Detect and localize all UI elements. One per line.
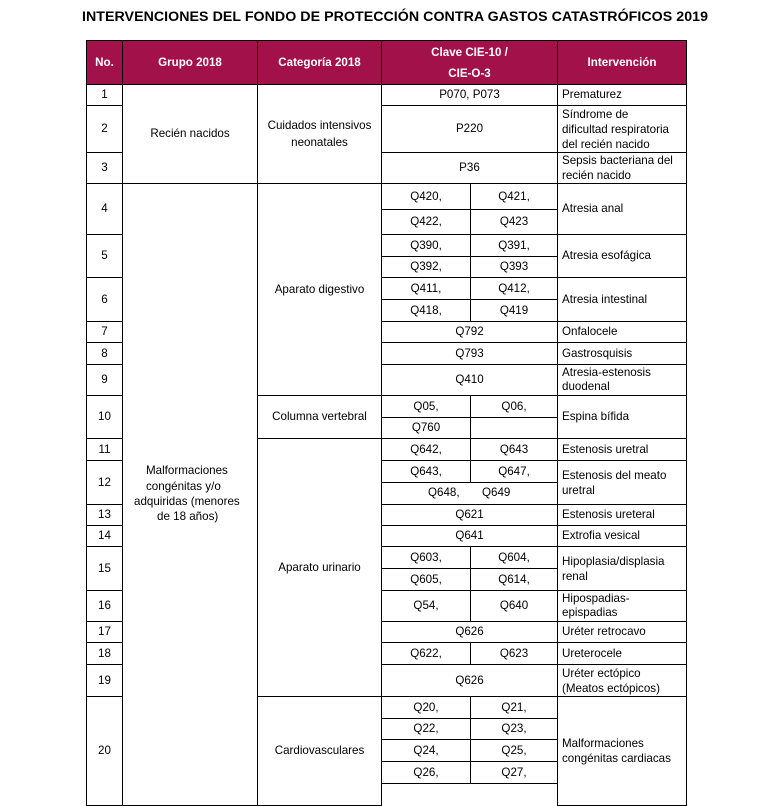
row-2-intervention-line2: dificultad respiratoria (562, 122, 669, 136)
row-16-code-1: Q54, (381, 590, 471, 622)
row-15-intervention-line1: Hipoplasia/displasia (562, 554, 665, 568)
header-no: No. (86, 40, 123, 85)
row-20-code-5: Q24, (381, 739, 471, 762)
row-16-intervention (557, 590, 687, 622)
row-20-code-6: Q25, (470, 739, 558, 762)
row-12-code-merged (381, 482, 558, 505)
row-11-code-2: Q643 (470, 438, 558, 461)
row-20-code-1: Q20, (381, 696, 471, 719)
category-cardiovasculares: Cardiovasculares (257, 696, 382, 806)
row-6-no: 6 (86, 277, 123, 322)
row-10-intervention: Espina bífida (557, 395, 687, 439)
row-16-intervention-line2: epispadias (562, 606, 618, 619)
page-title: INTERVENCIONES DEL FONDO DE PROTECCIÓN CONTRA GASTOS CATASTRÓFICOS 2019 (82, 9, 709, 25)
row-15-intervention (557, 546, 687, 591)
row-19-intervention-line1: Uréter ectópico (562, 666, 641, 680)
row-7-no: 7 (86, 321, 123, 343)
row-4-code-3: Q422, (381, 209, 471, 235)
row-15-no: 15 (86, 546, 123, 591)
row-2-no: 2 (86, 105, 123, 153)
row-4-code-2: Q421, (470, 183, 558, 210)
row-2-intervention-line3: del recién nacido (562, 137, 650, 151)
row-19-intervention (557, 664, 687, 697)
row-18-no: 18 (86, 642, 123, 665)
header-grupo: Grupo 2018 (122, 40, 258, 85)
row-10-code-1: Q05, (381, 395, 471, 418)
row-17-intervention: Uréter retrocavo (557, 621, 687, 643)
row-18-code-2: Q623 (470, 642, 558, 665)
header-intervencion: Intervención (557, 40, 687, 85)
row-15-code-4: Q614, (470, 568, 558, 591)
group-malformaciones-line3: adquiridas (menores (134, 495, 240, 508)
row-1-intervention: Prematurez (557, 84, 687, 106)
category-aparato-urinario: Aparato urinario (257, 438, 382, 697)
row-12-code-1: Q643, (381, 460, 471, 483)
row-1-code: P070, P073 (381, 84, 558, 106)
row-3-intervention-line1: Sepsis bacteriana del (562, 154, 673, 167)
row-4-no: 4 (86, 183, 123, 235)
row-19-intervention-line2: (Meatos ectópicos) (562, 681, 660, 695)
group-malformaciones-line2: congénitas y/o (146, 480, 221, 493)
row-7-code: Q792 (381, 321, 558, 343)
row-3-intervention-line2: recién nacido (562, 169, 631, 182)
header-clave-line1: Clave CIE-10 / (431, 45, 508, 59)
group-malformaciones-line1: Malformaciones (146, 464, 228, 477)
row-10-code-empty (470, 417, 558, 439)
row-18-intervention: Ureterocele (557, 642, 687, 665)
row-15-code-1: Q603, (381, 546, 471, 569)
row-11-intervention: Estenosis uretral (557, 438, 687, 461)
row-10-no: 10 (86, 395, 123, 439)
row-4-code-4: Q423 (470, 209, 558, 235)
row-20-code-8: Q27, (470, 761, 558, 784)
category-cuidados-line2: neonatales (291, 135, 348, 149)
row-6-code-1: Q411, (381, 277, 471, 300)
row-5-code-3: Q392, (381, 256, 471, 278)
row-17-no: 17 (86, 621, 123, 643)
row-6-intervention: Atresia intestinal (557, 277, 687, 322)
row-4-code-1: Q420, (381, 183, 471, 210)
row-18-code-1: Q622, (381, 642, 471, 665)
row-3-intervention (557, 152, 687, 184)
group-malformaciones (122, 183, 258, 806)
row-16-intervention-line1: Hipospadias- (562, 592, 630, 605)
row-19-code: Q626 (381, 664, 558, 697)
row-5-code-2: Q391, (470, 234, 558, 257)
row-16-no: 16 (86, 590, 123, 622)
row-2-code: P220 (381, 105, 558, 153)
row-12-intervention-line1: Estenosis del meato (562, 468, 667, 482)
row-8-code: Q793 (381, 342, 558, 365)
header-clave (381, 40, 558, 85)
row-12-code-3: Q648, (428, 486, 460, 499)
group-malformaciones-line4: de 18 años) (157, 510, 219, 523)
row-8-intervention: Gastrosquisis (557, 342, 687, 365)
row-9-intervention-line1: Atresia-estenosis (562, 366, 651, 379)
row-10-code-3: Q760 (381, 417, 471, 439)
row-5-code-4: Q393 (470, 256, 558, 278)
row-12-code-4: Q649 (482, 486, 511, 499)
row-11-no: 11 (86, 438, 123, 461)
row-9-code: Q410 (381, 364, 558, 396)
row-4-intervention: Atresia anal (557, 183, 687, 235)
row-20-intervention-line2: congénitas cardiacas (562, 752, 671, 765)
row-8-no: 8 (86, 342, 123, 365)
row-9-intervention-line2: duodenal (562, 380, 610, 393)
row-14-code: Q641 (381, 525, 558, 547)
row-19-no: 19 (86, 664, 123, 697)
row-12-intervention-line2: uretral (562, 483, 595, 497)
row-20-code-3: Q22, (381, 718, 471, 740)
row-7-intervention: Onfalocele (557, 321, 687, 343)
row-13-no: 13 (86, 504, 123, 526)
category-cuidados-line1: Cuidados intensivos (267, 118, 372, 132)
row-15-intervention-line2: renal (562, 569, 588, 583)
row-20-code-2: Q21, (470, 696, 558, 719)
row-9-no: 9 (86, 364, 123, 396)
row-10-code-2: Q06, (470, 395, 558, 418)
row-6-code-4: Q419 (470, 299, 558, 322)
row-14-no: 14 (86, 525, 123, 547)
row-12-code-2: Q647, (470, 460, 558, 483)
row-20-code-4: Q23, (470, 718, 558, 740)
row-12-intervention (557, 460, 687, 505)
row-6-code-3: Q418, (381, 299, 471, 322)
header-categoria: Categoría 2018 (257, 40, 382, 85)
row-9-intervention (557, 364, 687, 396)
row-13-code: Q621 (381, 504, 558, 526)
row-20-code-7: Q26, (381, 761, 471, 784)
row-16-code-2: Q640 (470, 590, 558, 622)
row-20-no: 20 (86, 696, 123, 806)
row-5-intervention: Atresia esofágica (557, 234, 687, 278)
row-5-no: 5 (86, 234, 123, 278)
header-clave-line2: CIE-O-3 (448, 66, 491, 80)
row-20-intervention-line1: Malformaciones (562, 737, 644, 750)
row-14-intervention: Extrofia vesical (557, 525, 687, 547)
row-17-code: Q626 (381, 621, 558, 643)
row-1-no: 1 (86, 84, 123, 106)
row-15-code-2: Q604, (470, 546, 558, 569)
group-recien-nacidos: Recién nacidos (122, 84, 258, 184)
row-2-intervention (557, 105, 687, 153)
row-20-intervention (557, 696, 687, 806)
row-11-code-1: Q642, (381, 438, 471, 461)
row-12-no: 12 (86, 460, 123, 505)
row-13-intervention: Estenosis ureteral (557, 504, 687, 526)
row-3-no: 3 (86, 152, 123, 184)
category-aparato-digestivo: Aparato digestivo (257, 183, 382, 396)
row-5-code-1: Q390, (381, 234, 471, 257)
category-columna-vertebral: Columna vertebral (257, 395, 382, 439)
row-2-intervention-line1: Síndrome de (562, 107, 629, 121)
row-15-code-3: Q605, (381, 568, 471, 591)
category-cuidados-intensivos (257, 84, 382, 184)
row-6-code-2: Q412, (470, 277, 558, 300)
row-3-code: P36 (381, 152, 558, 184)
